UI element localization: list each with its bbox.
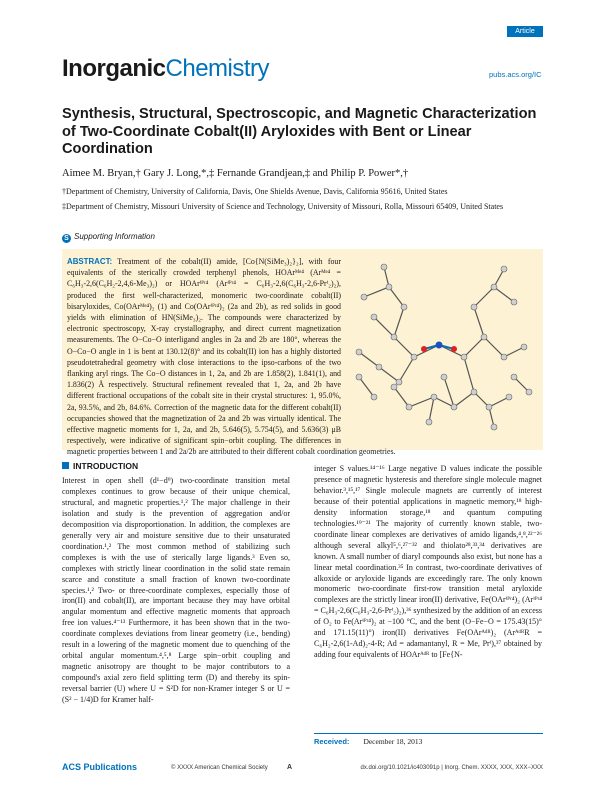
journal-logo-word2: Chemistry bbox=[165, 55, 270, 82]
journal-logo bbox=[62, 55, 269, 83]
supporting-info-icon: S bbox=[62, 234, 71, 243]
supporting-info-link[interactable] bbox=[62, 232, 155, 243]
introduction-left-column: Interest in open shell (d¹−d⁹) two-coordinate transition metal complexes continues to grow because of their unique chemical, structural, and magnetic properties.¹,² The major challenge in their isolation and study is the prevention of aggregation and/or decomposition via disproportionation. In addition, the complexes are generally very air and moisture sensitive due to their unsaturated coordination.¹,² The most common method of stabilizing such complexes is with the use of sterically large ligands.³ Even so, complexes with strictly linear coordination in the solid state remain scarce and constitute a small fraction of known two-coordinate species.¹,² Two- or three-coordinate complexes, especially those of iron(II) and cobalt(II), are important because they may have orbital angular momentum and effective magnetic moments that approach free ion values.⁴⁻¹³ Furthermore, it has been shown that in the two-coordinate complexes deviations from linear geometry (i.e., bending) result in a lowering of the magnetic moment due to quenching of the orbital angular momentum.⁴,⁵,⁸ Large spin−orbit coupling and magnetic anisotropy are thought to be major contributors to a compound's axial zero field splitting term (D) and thereby its spin-reversal barrier (U) where U = S²D for non-Kramer integer S or U = (S² − 1/4)D for Kramer half- bbox=[62, 476, 290, 705]
oxygen-atom bbox=[421, 346, 427, 352]
author-list: Aimee M. Bryan,† Gary J. Long,*,‡ Fernande Grandjean,‡ and Philip P. Power*,† bbox=[62, 168, 409, 179]
received-line bbox=[314, 737, 422, 746]
section-square-icon bbox=[62, 462, 69, 469]
abstract-body: Treatment of the cobalt(II) amide, [Co{N(SiMe₃)₂}₂], with four equivalents of the sterically crowded terphenyl phenols, HOArᴹᵉ⁴ (Arᴹᵉ⁴ = C₆H₃-2,6(C₆H₂-2,4,6-Me₃)₂) or HOArⁱᴾʳ⁴ (Arⁱᴾʳ⁴ = C₆H₃-2,6(C₆H₃-2,6-Prⁱ₂)₂), produced the first well-characterized, monomeric two-coordinate cobalt(II) bisaryloxides, Co(OArᴹᵉ⁴)₂ (1) and Co(OArⁱᴾʳ⁴)₂ (2a and 2b), as red solids in good yields with elimination of HN(SiMe₃)₂. The compounds were characterized by electronic spectroscopy, X-ray crystallography, and direct current magnetization measurements. The O−Co−O interligand angles in 2a and 2b are 180°, whereas the O−Co−O angle in 1 is bent at 130.12(8)° and its cobalt(II) ion has a highly distorted pseudotetrahedral geometry with close interactions to the ipso-carbons of the two flanking aryl rings. The Co−O distances in 1, 2a, and 2b are 1.858(2), 1.841(1), and 1.836(2) Å respectively. Structural refinement revealed that 1, 2a, and 2b have different fractional occupations of the cobalt site in their crystal structures: 1, 95.0%, 2a, 93.5%, and 2b, 84.6%. Correction of the magnetic data for the different cobalt(II) occupancies showed that the magnetization of 2a and 2b was virtually identical. The effective magnetic moments for 1, 2a, and 2b, 5.646(5), 5.754(5), and 5.636(3) μB respectively, were indicative of significant spin−orbit coupling. The differences in magnetic properties between 1 and 2a/2b are attributed to their different cobalt coordination geometries. bbox=[67, 257, 396, 457]
journal-url-link[interactable]: pubs.acs.org/IC bbox=[489, 70, 542, 79]
affiliation-2: ‡Department of Chemistry, Missouri University of Science and Technology, University of Missouri, Rolla, Missouri 65409, United States bbox=[62, 202, 504, 211]
supporting-info-label: Supporting Information bbox=[74, 232, 155, 241]
introduction-heading-text: INTRODUCTION bbox=[73, 461, 139, 471]
paper-title: Synthesis, Structural, Spectroscopic, and Magnetic Characterization of Two-Coordinate Cobalt(II) Aryloxides with Bent or Linear Coordination bbox=[62, 106, 537, 157]
page-number: A bbox=[287, 764, 293, 771]
journal-logo-word1: Inorganic bbox=[62, 55, 166, 82]
molecular-structure-figure bbox=[344, 257, 534, 432]
abstract-box bbox=[62, 249, 543, 457]
abstract-label: ABSTRACT: bbox=[67, 257, 113, 266]
article-type-tag: Article bbox=[507, 26, 543, 37]
copyright-text: © XXXX American Chemical Society bbox=[171, 765, 268, 771]
cobalt-atom bbox=[436, 342, 443, 349]
acs-publications-logo: ACS Publications bbox=[62, 762, 138, 772]
received-divider bbox=[314, 733, 543, 734]
page-footer bbox=[62, 762, 543, 776]
doi-citation-link[interactable]: dx.doi.org/10.1021/ic403091p | Inorg. Chem. XXXX, XXX, XXX−XXX bbox=[360, 765, 543, 771]
received-date: December 18, 2013 bbox=[363, 737, 423, 746]
affiliation-1: †Department of Chemistry, University of California, Davis, One Shields Avenue, Davis, California 95616, United States bbox=[62, 187, 448, 196]
introduction-right-column: integer S values.¹⁴⁻¹⁶ Large negative D values indicate the possible presence of magnetic hysteresis and therefore single molecule magnet behavior.³,¹⁵,¹⁷ Single molecule magnets are currently of interest because of their potential applications in magnetic memory,¹⁸ high-density information storage,¹⁸ and quantum computing technologies.¹⁹⁻²¹ The majority of currently known stable, two-coordinate linear complexes are derivatives of amido ligands,⁴,⁸,²²⁻²⁶ although several alkyl⁵,⁶,²⁷⁻³² and thiolato²⁸,³³,³⁴ derivatives are known. A small number of diaryl compounds also exist, but none has a linear metal coordination.³⁵ In contrast, two-coordinate derivatives of alkoxide or aryloxide ligands are exceedingly rare. The only known monomeric two-coordinate first-row transition metal aryloxide complexes are the strictly linear iron(II) derivative, Fe(OArⁱᴾʳ⁴)₂ (Arⁱᴾʳ⁴ = C₆H₃-2,6(C₆H₃-2,6-Prⁱ₂)₂),³⁶ synthesized by the addition of an excess of O₂ to Fe(Arⁱᴾʳ⁴)₂ at −100 °C, and the bent (O−Fe−O = 175.43(15)° and 171.15(11)°) iron(II) derivatives Fe(OArᴬᵈᴿ)₂ (ArᴬᵈᴿR = C₆H₂-2,6(1-Ad)₂-4-R; Ad = adamantanyl, R = Me, Prⁱ),³⁷ obtained by adding four equivalents of HOArᴬᵈᴿ to [Fe{N- bbox=[314, 464, 542, 660]
introduction-heading bbox=[62, 461, 138, 471]
oxygen-atom bbox=[451, 346, 457, 352]
received-label: Received: bbox=[314, 737, 350, 746]
